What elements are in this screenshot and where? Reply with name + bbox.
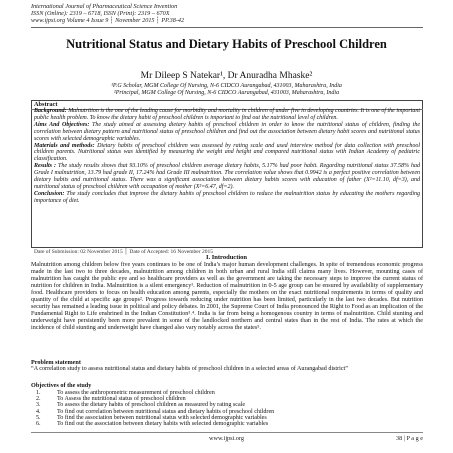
abstract-conclusion-label: Conclusion: (34, 190, 65, 197)
header-divider (31, 27, 423, 28)
abstract-aims (34, 122, 420, 143)
abstract-results-label: Results : (34, 163, 56, 170)
author-affiliation-2: ²Principal, MGM College Of Nursing, N-6 CIDCO Aurangabad, 431003, Maharashtra, India (113, 90, 340, 96)
footer-divider (31, 432, 423, 433)
objective-text: To find the association between nutritional status with selected demographic variables (57, 414, 267, 421)
abstract-aims-label: Aims And Objectives: (34, 121, 90, 128)
objective-number: 5. (36, 414, 41, 421)
abstract-background (34, 108, 420, 122)
author-line: Mr Dileep S Natekar¹, Dr Anuradha Mhaske² (140, 71, 313, 81)
abstract-methods (34, 143, 420, 164)
abstract-results-text: The study results shows that 93.10% of preschool children average dietary habits, 5.17% had poor habit. Regarding nutritional status 37.58% had Grade I malnutrition, 13.79 had grade II, 17.24% had Grade III malnutrition. The correlation value shows that 0.9942 is a perfect positive correlation between dietary habits and nutritional status. There was a significant association between dietary habits scores with education of father (X²=11.10, df=3), and nutritional status of preschool children with occupation of mother (X²=6.47, df=2). (34, 163, 421, 190)
problem-statement-heading: Problem statement (31, 359, 81, 366)
objective-number: 3. (36, 402, 41, 409)
objective-text: To assess the anthropometric measurement of preschool children (57, 390, 215, 396)
objective-item (31, 421, 423, 427)
objective-text: To find out correlation between nutritional status and dietary habits of preschool children (57, 408, 275, 415)
introduction-paragraph: Malnutrition among children below five years continues to be one of India’s major human development challenges. In spite of tremendous economic progress made in the last two to three decades, malnutrition among children in both urban and rural India still claims many lives. However, mounting cases of malnutrition has caught the public eye and so healthcare providers as well as the government are taking the necessary steps to improve the current status of nutrition for children in India. Malnutrition is a silent emergency¹. Reduction of malnutrition in 0-5 age group can be ensured by availability of supplementary food. Healthcare providers to focus on health education among parents, especially the mothers on the exact nutritional requirements in terms of quality and quantity of the child at specific age groups². Progress towards reducing under nutrition has been limited, particularly in the last two decades. But nutrition security has remained a leading issue in political and policy debates. In 2001, the Supreme Court of India pronounced the Right to Food as an implication of the Fundamental Right to Life enshrined in the Indian Constitution³˒⁴. India is far from being a homogenous country in terms of malnutrition. Child stunting and underweight have persistently been more prevalent in some of the landlocked northern and central states than in the rest of India. The rates at which the incidence of child stunting and underweight have changed also vary notably across the states⁵. (31, 262, 423, 331)
objective-text: To assess the dietary habits of preschool children as measured by rating scale (57, 402, 246, 409)
journal-issn: ISSN (Online): 2319 – 6718, ISSN (Print): 2319 – 670X (31, 10, 170, 18)
journal-header (31, 3, 431, 25)
abstract-aims-text: The study aimed at assessing dietary habits of preschool children in order to know the nutritional status of children, finding the correlation between dietary pattern and nutritional status of preschool children and find out the association between dietary habit scores and nutritional status scores with selected demographic variables. (34, 121, 421, 142)
footer-website: www.ijpsi.org (209, 435, 244, 442)
objective-text: To find out the association between dietary habits with selected demographic variables (57, 421, 269, 428)
objective-number: 6. (36, 421, 41, 428)
objective-text: To Assess the nutritional status of preschool children (57, 396, 186, 403)
abstract-methods-label: Materials and methods: (34, 142, 95, 149)
objective-number: 1. (36, 390, 41, 396)
submission-dates: Date of Submission: 02 November 2015 │ Date of Accepted: 16 November 2015 (34, 249, 213, 255)
introduction-body (31, 262, 423, 332)
objectives-list (31, 390, 423, 427)
introduction-heading: I. Introduction (205, 254, 248, 261)
abstract-conclusion (34, 191, 420, 205)
journal-name: International Journal of Pharmaceutical Science Invention (31, 3, 178, 10)
objective-number: 4. (36, 408, 41, 415)
abstract-background-label: Background: (34, 108, 67, 114)
abstract-heading: Abstract (34, 101, 58, 108)
abstract-methods-text: Dietary habits of preschool children was assessed by rating scale and used interview method for data collection with preschool children parents. Nutritional status was identified by measuring the weight and height and compared nutritional status with Indian Academy of pediatric classification. (34, 142, 420, 163)
author-affiliation-1: ¹P.G Scholar, MGM College Of Nursing, N-6 CIDCO Aurangabad, 431003, Maharashtra, India (111, 83, 342, 89)
abstract-conclusion-text: The study concludes that improve the dietary habits of preschool children to reduce the malnutrition status by educating the mothers regarding importance of diet. (34, 190, 421, 204)
abstract-background-text: Malnutrition is the one of the leading cause for morbidity and mortality in children of under five in developing countries. It is one of the important public health problem. To know the dietary habit of preschool children is important to find out the nutritional level of children. (34, 108, 421, 121)
abstract-results (34, 163, 420, 191)
journal-volume: www.ijpsi.org Volume 4 Issue 9 ┆ November 2015 ┆ PP.38-42 (31, 17, 185, 25)
page-number: 38 | P a g e (396, 435, 423, 442)
abstract-body (34, 101, 420, 205)
objectives-heading: Objectives of the study (31, 382, 92, 389)
paper-title: Nutritional Status and Dietary Habits of Preschool Children (66, 37, 387, 51)
problem-statement-text: “A correlation study to assess nutritional status and dietary habits of preschool children in a selected areas of Aurangabad district” (31, 366, 348, 372)
objective-number: 2. (36, 396, 41, 403)
